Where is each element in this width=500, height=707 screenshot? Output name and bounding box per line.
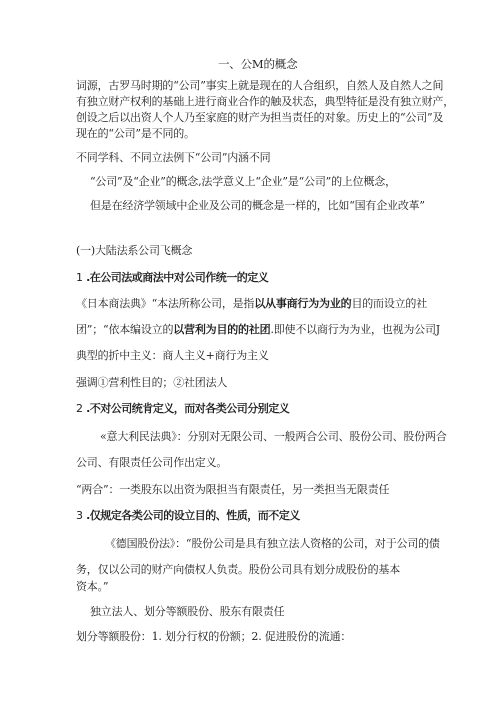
japan-line-2-a: 团”；“依本编设立的 <box>76 323 174 336</box>
paragraph-economics: 但是在经济学领域中企业及公司的概念是一样的，比如“国有企业改革” <box>90 199 425 212</box>
paragraph-definitions-differ: 不同学科、不同立法例下“公司”内涵不同 <box>76 151 271 164</box>
paragraph-lianghe: “两合”：一类股东以出资为限担当有限责任，另一类担当无限责任 <box>76 483 390 496</box>
germany-line-2: 务，仅以公司的财产向债权人负责。股份公司具有划分成股份的基本 <box>76 563 400 576</box>
heading-3 <box>76 509 300 522</box>
heading-2-text: .不对公司统肯定义，而对各类公司分别定义 <box>86 402 290 415</box>
japan-line-2-emphasis: 以营利为目的的社团 <box>173 323 271 336</box>
page-title: 一、公M的概念 <box>218 57 298 71</box>
intro-line-4: 现在的“公司”是不同的。 <box>76 127 195 140</box>
japan-line-3: 典型的折中主义：商人主义+商行为主义 <box>76 349 269 362</box>
heading-2-number: 2 <box>76 402 83 415</box>
japan-line-1-c: 目的而设立的社 <box>351 297 428 310</box>
japan-line-2 <box>76 323 440 336</box>
intro-line-1: 词源，古罗马时期的“公司”事实上就是现在的人合组织，自然人及自然人之间 <box>76 79 444 92</box>
japan-line-2-c: .即使不以商行为为业，也视为公司J <box>270 323 440 336</box>
heading-1 <box>76 271 268 284</box>
japan-line-1-a: 《日本商法典》“本法所称公司，是指 <box>76 297 255 310</box>
heading-3-text: .仅规定各类公司的设立目的、性质，而不定义 <box>86 509 300 522</box>
germany-line-3: 资本。” <box>76 580 109 593</box>
paragraph-shares: 划分等额股份：1. 划分行权的份额；2. 促进股份的流通： <box>76 630 352 643</box>
heading-1-number: 1 <box>76 271 83 284</box>
paragraph-emphasis: 强调①营利性目的；②社团法人 <box>76 376 228 389</box>
intro-line-2: 有独立财产权利的基础上进行商业合作的触及状态，典型特征是没有独立财产， <box>76 95 454 108</box>
intro-line-3: 创设之后以出资人个人乃至家庭的财产为担当责任的对象。历史上的“公司”及 <box>76 111 444 124</box>
germany-line-1: 《德国股份法》：“股份公司是具有独立法人资格的公司，对于公司的债 <box>105 537 440 550</box>
japan-line-1 <box>76 297 427 310</box>
heading-1-text: .在公司法或商法中对公司作统一的定义 <box>86 271 269 284</box>
section-title-continental: (一)大陆法系公司飞概念 <box>76 244 193 257</box>
heading-2 <box>76 402 289 415</box>
paragraph-company-enterprise: “公司”及“企业”的概念,法学意义上“企业”是“公司”的上位概念， <box>90 175 396 188</box>
italy-line-2: 公司、有限责任公司作出定义。 <box>76 456 228 469</box>
heading-3-number: 3 <box>76 509 83 522</box>
japan-line-1-emphasis: 以从事商行为为业的 <box>254 297 352 310</box>
paragraph-independent: 独立法人、划分等额股份、股东有限责任 <box>90 605 285 618</box>
italy-line-1: «意大利民法典》：分别对无限公司、一般两合公司、股份公司、股份两合 <box>100 430 447 443</box>
